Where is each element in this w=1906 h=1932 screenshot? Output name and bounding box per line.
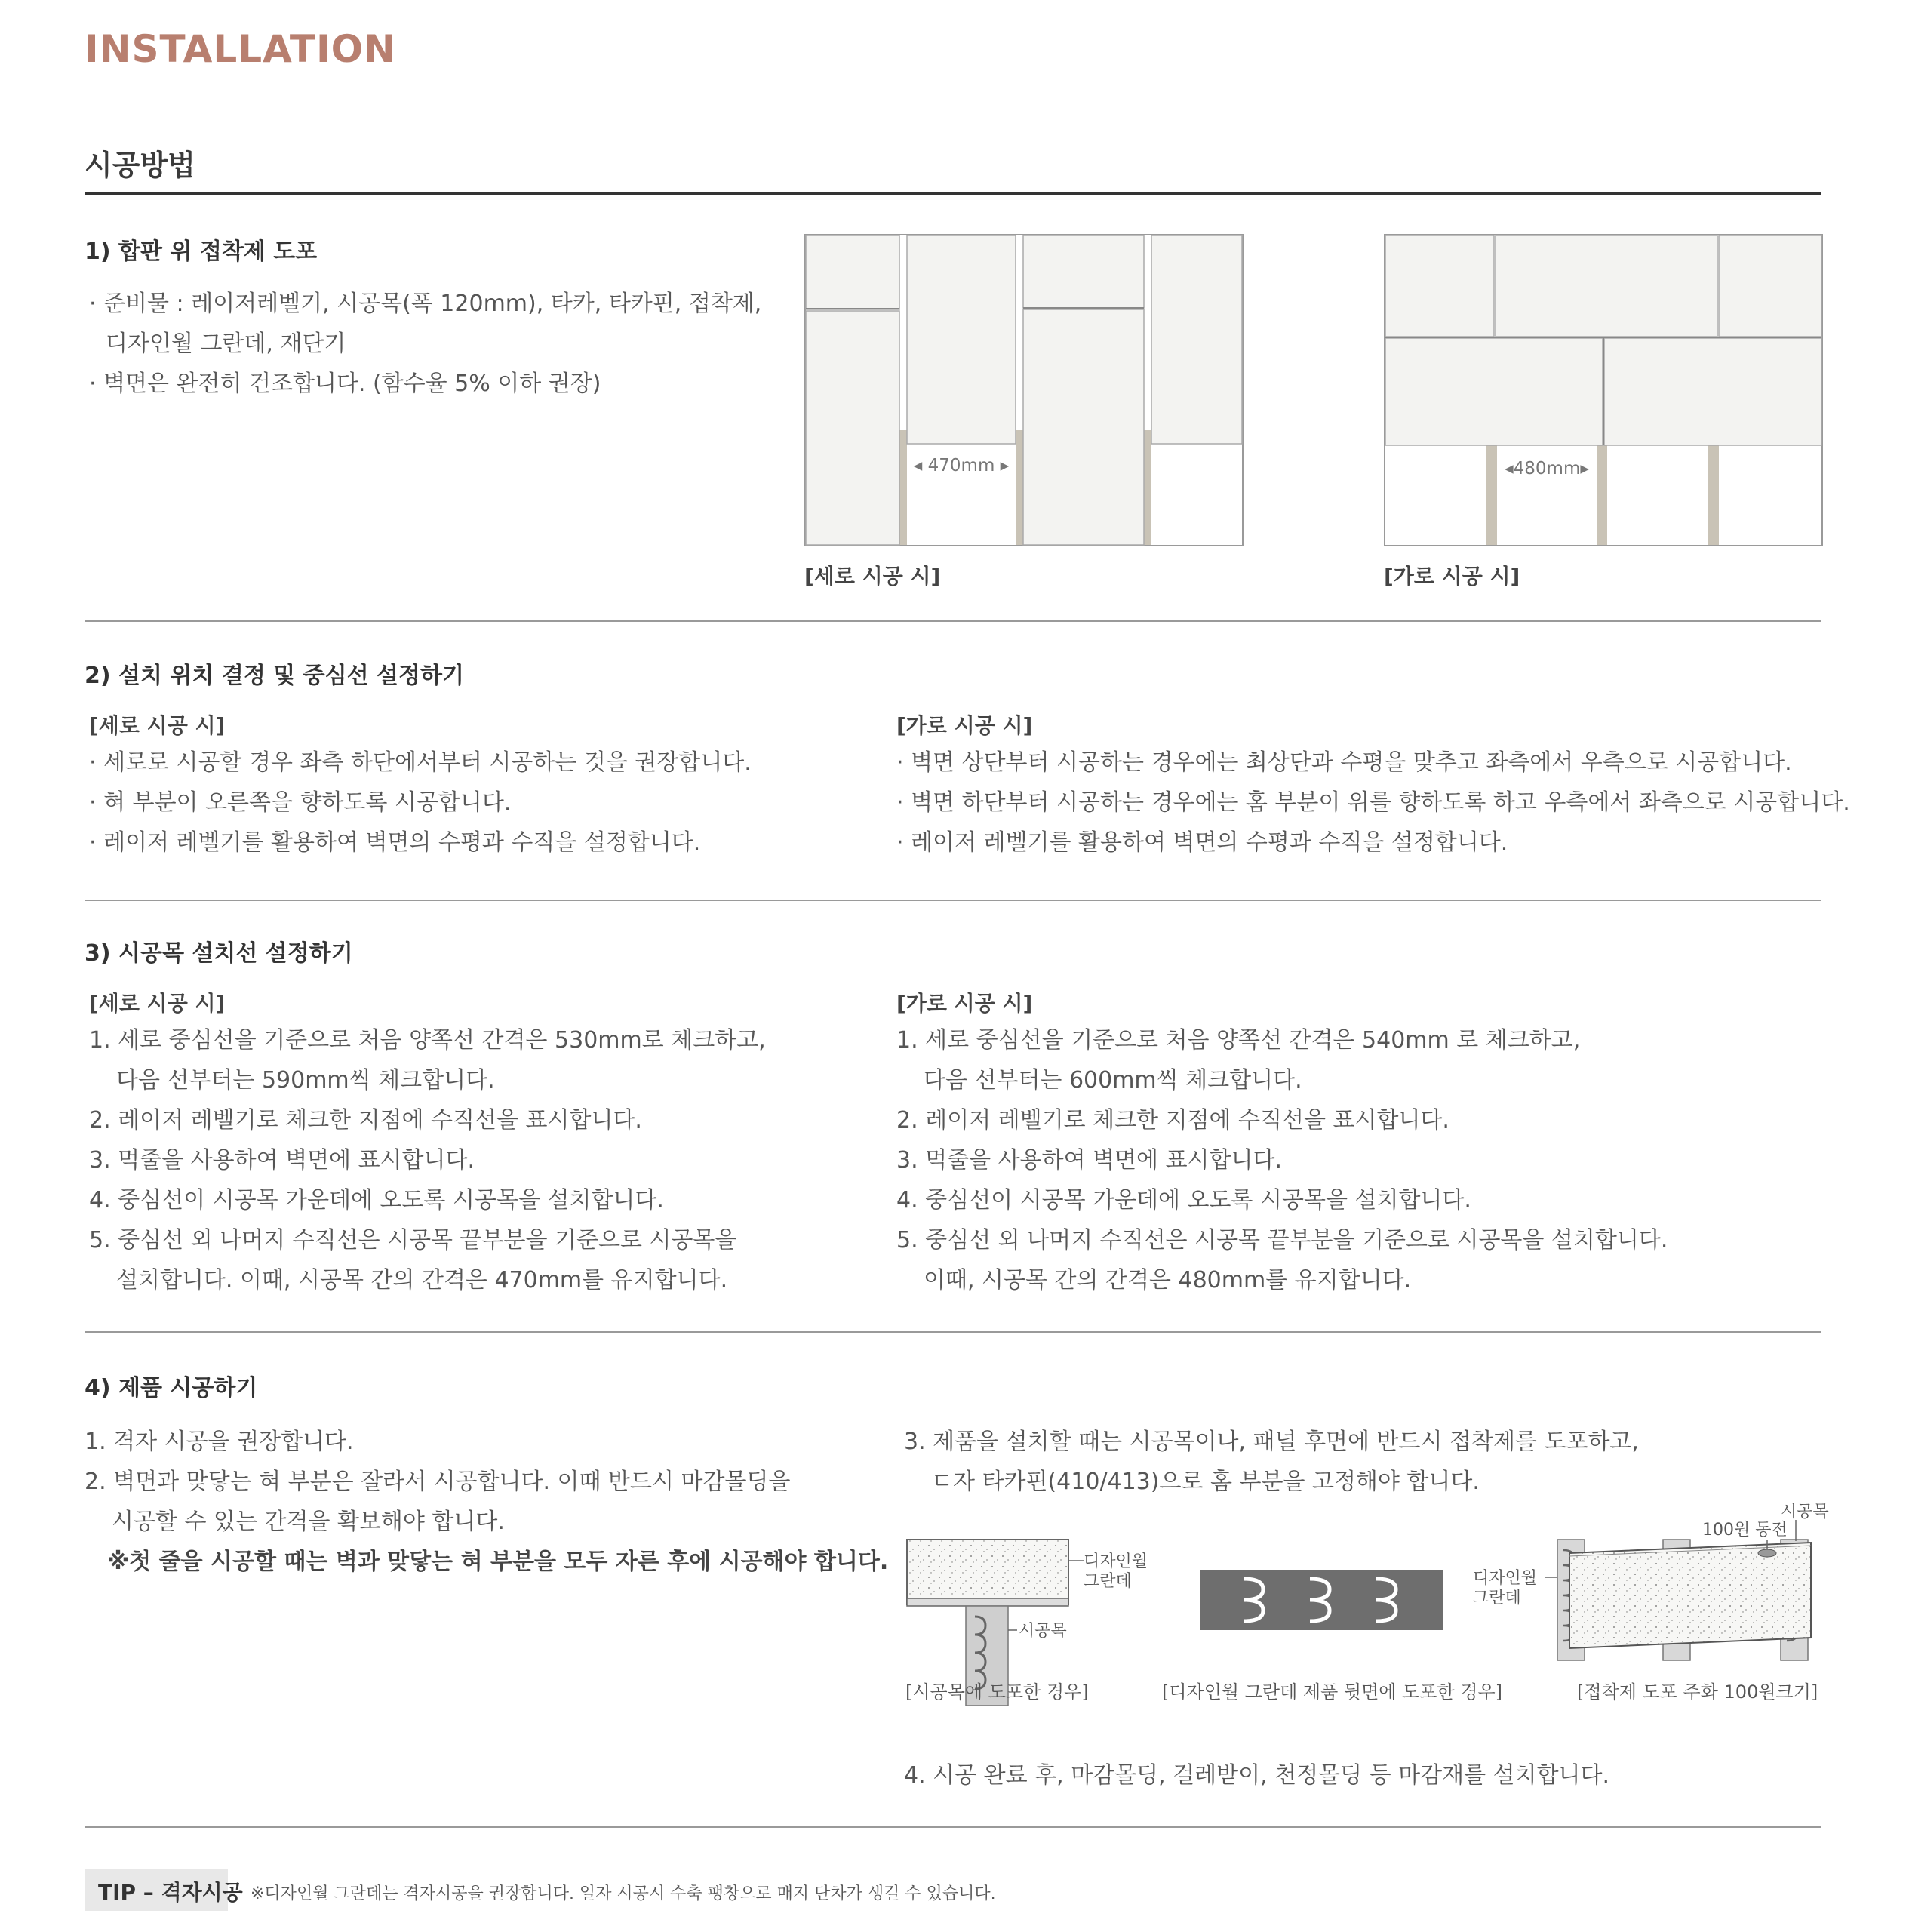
step3-line: 1. 세로 중심선을 기준으로 처음 양쪽선 간격은 540mm 로 체크하고,: [896, 1027, 1581, 1054]
figure2-caption: [디자인월 그란데 제품 뒷면에 도포한 경우]: [1162, 1681, 1502, 1703]
step2-line: · 레이저 레벨기를 활용하여 벽면의 수평과 수직을 설정합니다.: [89, 829, 701, 856]
dimension-label: ◂ 470mm ▸: [913, 456, 1010, 475]
adhesive-coin-size-figure: [1464, 1497, 1829, 1660]
figure1-label-panel2: 그란데: [1084, 1572, 1132, 1591]
step3-line: 다음 선부터는 590mm씩 체크합니다.: [116, 1067, 495, 1094]
step2-line: · 벽면 하단부터 시공하는 경우에는 홈 부분이 위를 향하도록 하고 우측에서 좌측으로 시공합니다.: [896, 789, 1850, 816]
adhesive-on-panel-back-figure: [1200, 1570, 1443, 1630]
tip-label: TIP – 격자시공: [98, 1880, 243, 1905]
step3-line: 4. 중심선이 시공목 가운데에 오도록 시공목을 설치합니다.: [896, 1187, 1471, 1214]
step2-line: · 세로로 시공할 경우 좌측 하단에서부터 시공하는 것을 권장합니다.: [89, 749, 752, 776]
divider: [85, 900, 1821, 901]
step2-line: · 벽면 상단부터 시공하는 경우에는 최상단과 수평을 맞추고 좌측에서 우측으로 시공합니다.: [896, 749, 1792, 776]
figure3-caption: [접착제 도포 주화 100원크기]: [1577, 1681, 1818, 1703]
step3-line: 1. 세로 중심선을 기준으로 처음 양쪽선 간격은 530mm로 체크하고,: [89, 1027, 766, 1054]
step1-line: · 벽면은 완전히 건조합니다. (함수율 5% 이하 권장): [89, 371, 601, 397]
figure3-label-wood: 시공목: [1781, 1503, 1829, 1521]
horizontal-install-diagram: [1384, 234, 1823, 546]
step4-note: ※첫 줄을 시공할 때는 벽과 맞닿는 혀 부분을 모두 자른 후에 시공해야 합니다.: [107, 1549, 889, 1575]
divider: [85, 1331, 1821, 1333]
dimension-label: ◂480mm▸: [1505, 459, 1589, 478]
brand-title: INSTALLATION: [85, 27, 396, 71]
vertical-caption: [세로 시공 시]: [804, 564, 941, 589]
step3-line: 이때, 시공목 간의 간격은 480mm를 유지합니다.: [924, 1267, 1412, 1294]
figure3-label-panel: 디자인월: [1473, 1569, 1538, 1588]
step3-vertical-heading: [세로 시공 시]: [89, 991, 226, 1016]
step4-line: 3. 제품을 설치할 때는 시공목이나, 패널 후면에 반드시 접착제를 도포하고,: [904, 1429, 1639, 1455]
divider: [85, 620, 1821, 622]
step3-line: 5. 중심선 외 나머지 수직선은 시공목 끝부분을 기준으로 시공목을 설치합니다.: [896, 1227, 1668, 1254]
step2-line: · 레이저 레벨기를 활용하여 벽면의 수평과 수직을 설정합니다.: [896, 829, 1508, 856]
step2-horizontal-heading: [가로 시공 시]: [896, 713, 1033, 738]
step2-vertical-text: [89, 743, 752, 863]
step2-line: · 혀 부분이 오른쪽을 향하도록 시공합니다.: [89, 789, 512, 816]
step3-title: 3) 시공목 설치선 설정하기: [85, 940, 353, 967]
figure3-label-panel2: 그란데: [1473, 1589, 1521, 1607]
vertical-install-diagram: [804, 234, 1244, 546]
step2-horizontal-text: [896, 743, 1850, 863]
step4-line: 2. 벽면과 맞닿는 혀 부분은 잘라서 시공합니다. 이때 반드시 마감몰딩을: [85, 1469, 791, 1495]
step1-title: 1) 합판 위 접착제 도포: [85, 238, 318, 265]
figure1-label-wood: 시공목: [1019, 1622, 1067, 1641]
step1-text: [89, 284, 761, 404]
step3-line: 5. 중심선 외 나머지 수직선은 시공목 끝부분을 기준으로 시공목을: [89, 1227, 737, 1254]
step3-line: 2. 레이저 레벨기로 체크한 지점에 수직선을 표시합니다.: [89, 1107, 642, 1134]
step4-left-text: [85, 1422, 888, 1582]
tip-text: ※디자인월 그란데는 격자시공을 권장합니다. 일자 시공시 수축 팽창으로 매지 단차가 생길 수 있습니다.: [251, 1884, 996, 1903]
figure3-label-coin: 100원 동전: [1702, 1521, 1788, 1540]
step4-line: 1. 격자 시공을 권장합니다.: [85, 1429, 354, 1455]
step2-title: 2) 설치 위치 결정 및 중심선 설정하기: [85, 663, 464, 689]
step1-line: 디자인월 그란데, 재단기: [106, 331, 346, 357]
horizontal-caption: [가로 시공 시]: [1384, 564, 1520, 589]
section-title: 시공방법: [85, 149, 195, 182]
step4-final-line: 4. 시공 완료 후, 마감몰딩, 걸레받이, 천정몰딩 등 마감재를 설치합니다.: [904, 1762, 1610, 1789]
step3-line: 3. 먹줄을 사용하여 벽면에 표시합니다.: [89, 1147, 475, 1174]
step3-vertical-text: [89, 1020, 766, 1300]
step3-line: 설치합니다. 이때, 시공목 간의 간격은 470mm를 유지합니다.: [116, 1267, 728, 1294]
figure1-label-panel: 디자인월: [1084, 1552, 1148, 1571]
step2-vertical-heading: [세로 시공 시]: [89, 713, 226, 738]
step4-line: 시공할 수 있는 간격을 확보해야 합니다.: [112, 1509, 505, 1535]
title-divider: [85, 192, 1821, 195]
step3-line: 2. 레이저 레벨기로 체크한 지점에 수직선을 표시합니다.: [896, 1107, 1449, 1134]
step4-line: ㄷ자 타카핀(410/413)으로 홈 부분을 고정해야 합니다.: [931, 1469, 1480, 1495]
step1-line: · 준비물 : 레이저레벨기, 시공목(폭 120mm), 타카, 타카핀, 접착제,: [89, 291, 762, 317]
step3-line: 3. 먹줄을 사용하여 벽면에 표시합니다.: [896, 1147, 1283, 1174]
step3-horizontal-heading: [가로 시공 시]: [896, 991, 1033, 1016]
divider: [85, 1826, 1821, 1828]
figure1-caption: [시공목에 도포한 경우]: [905, 1681, 1089, 1703]
step4-title: 4) 제품 시공하기: [85, 1375, 258, 1401]
step3-horizontal-text: [896, 1020, 1668, 1300]
step3-line: 다음 선부터는 600mm씩 체크합니다.: [924, 1067, 1302, 1094]
step3-line: 4. 중심선이 시공목 가운데에 오도록 시공목을 설치합니다.: [89, 1187, 664, 1214]
step4-right-text: [904, 1422, 1639, 1502]
